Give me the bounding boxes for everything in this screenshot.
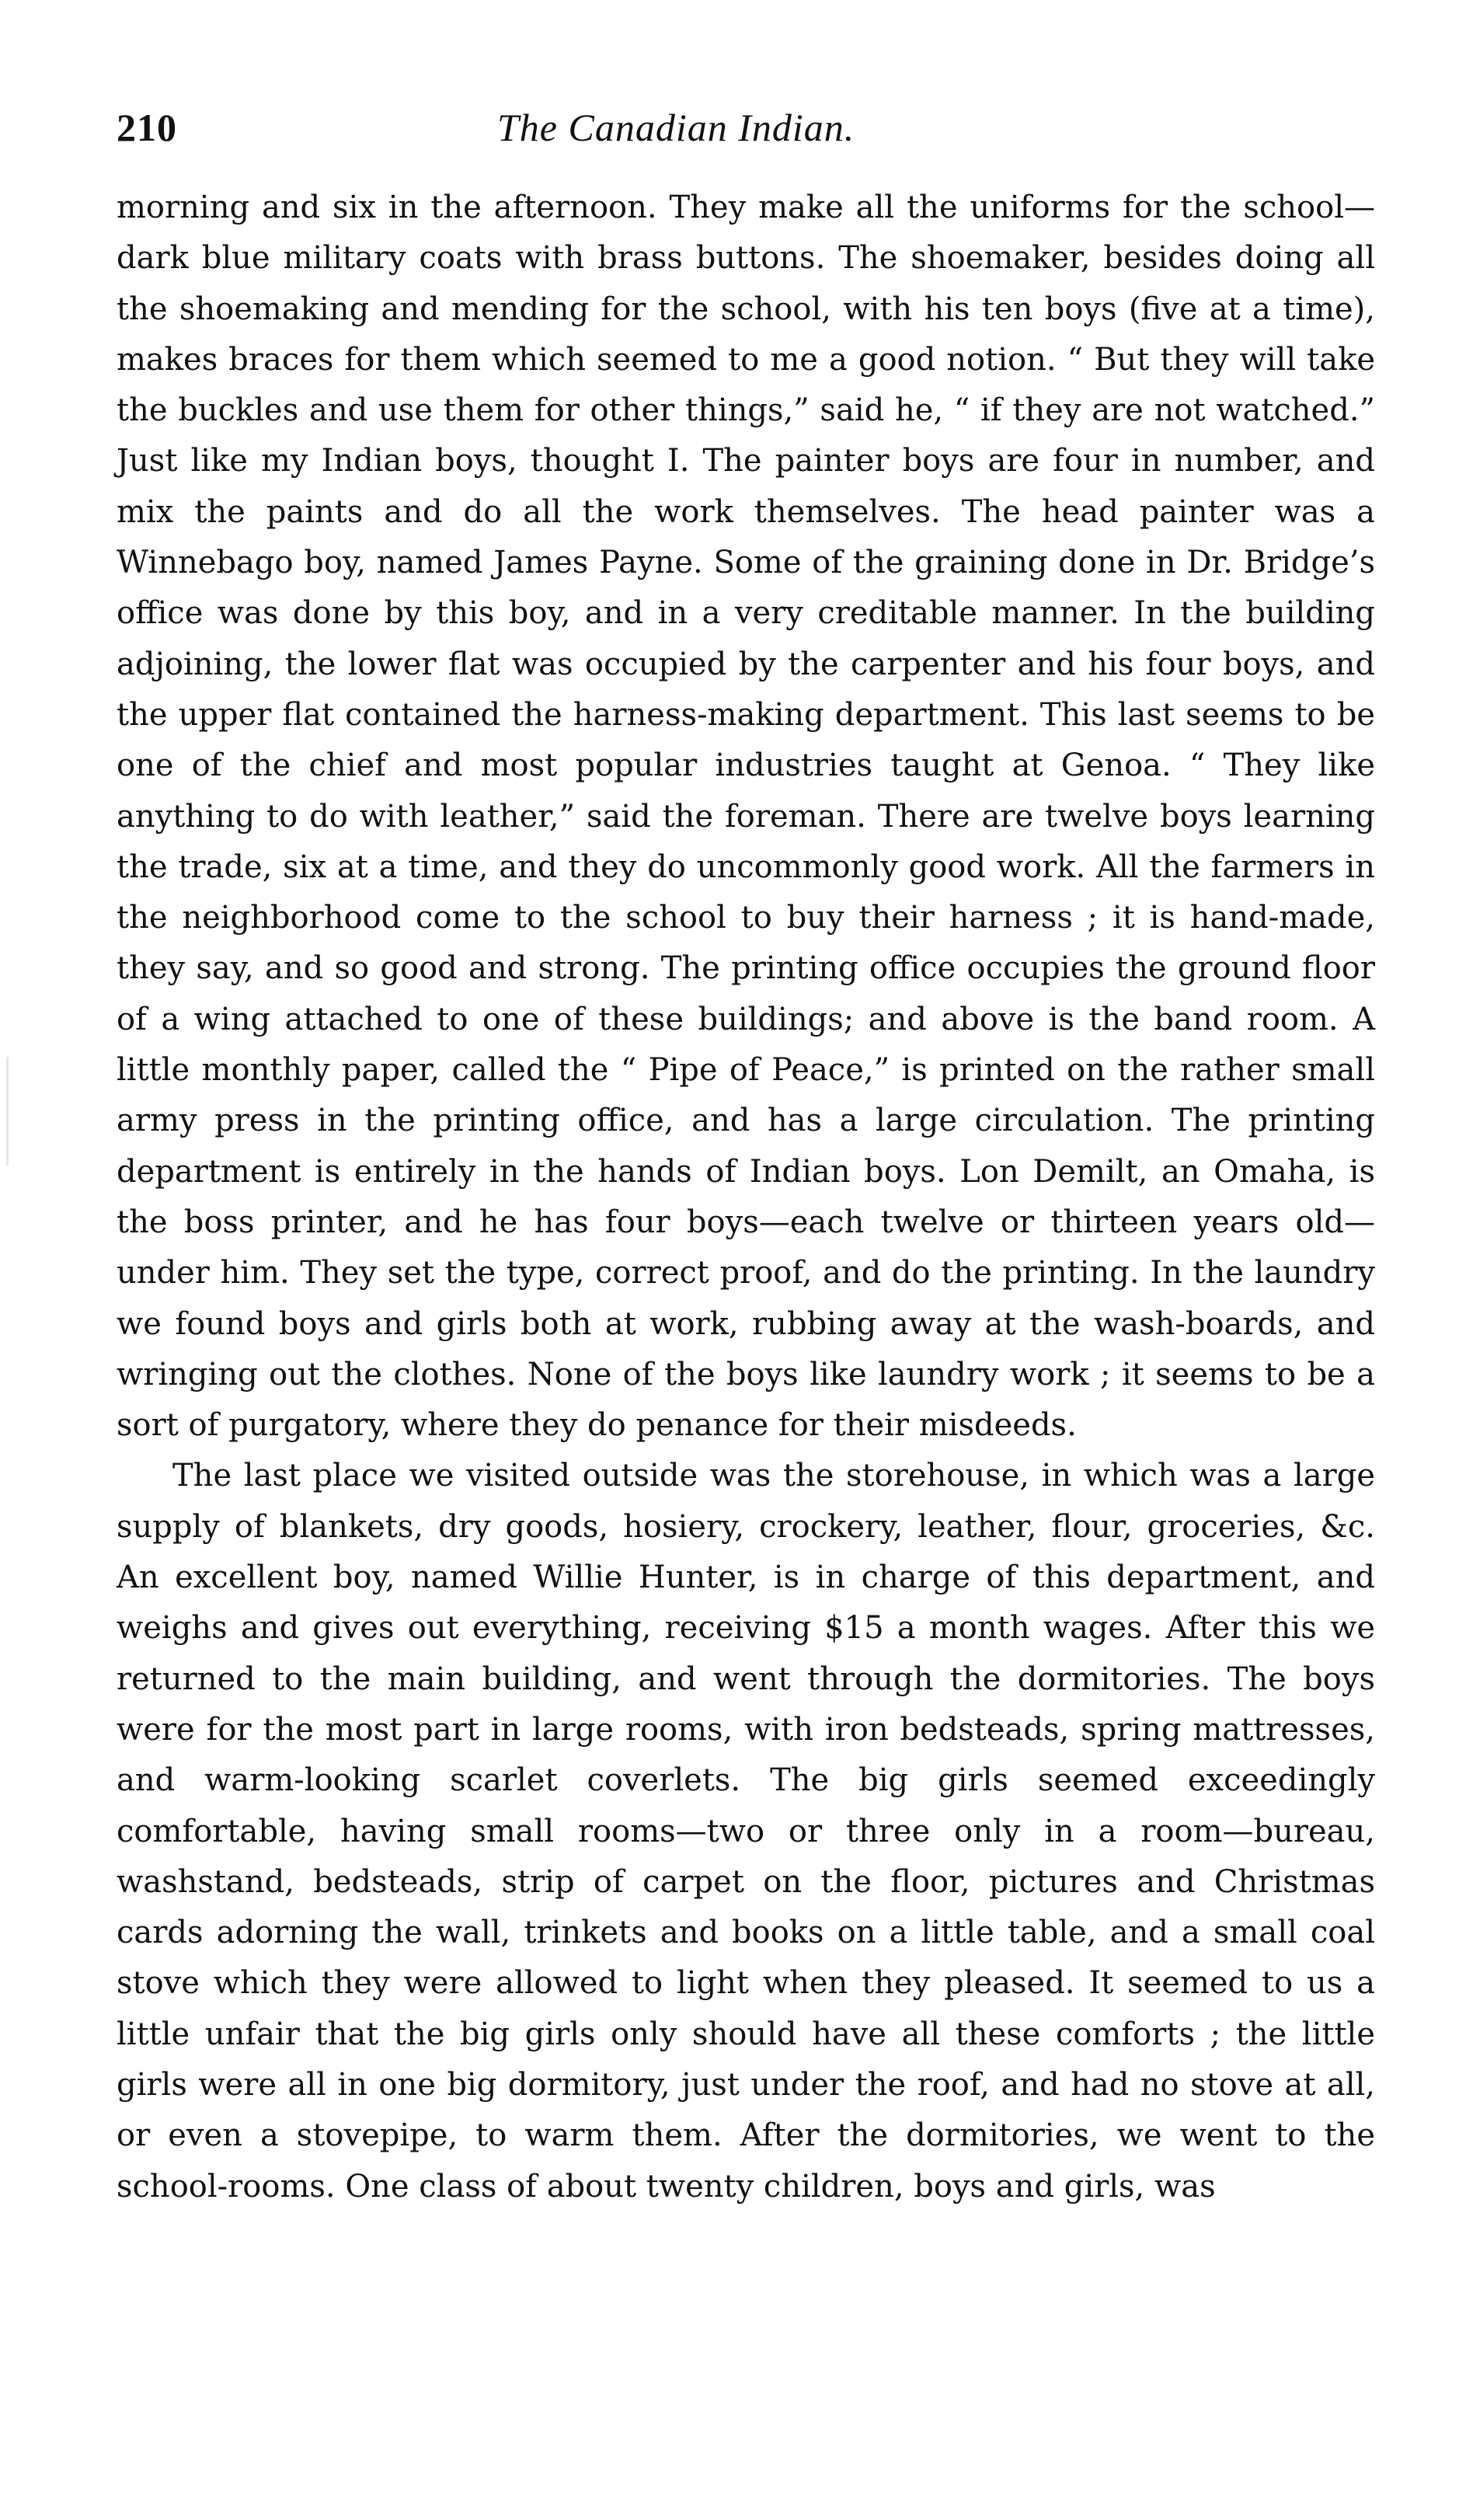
paragraph-continued: morning and six in the afternoon. They make all the uniforms for the school—dark blue military coats with brass buttons. The shoemaker, besides doing all the shoemaking and mending for the school, with his ten boys (five at a time), makes braces for them which seemed to me a good notion. “ But they will take the buckles and use them for other things,” said he, “ if they are not watched.” Just like my Indian boys, thought I. The painter boys are four in number, and mix the paints and do all the work themselves. The head painter was a Winnebago boy, named James Payne. Some of the graining done in Dr. Bridge’s office was done by this boy, and in a very creditable manner. In the building adjoining, the lower flat was occupied by the carpenter and his four boys, and the upper flat contained the harness-making department. This last seems to be one of the chief and most popular industries taught at Genoa. “ They like anything to do with leather,” said the foreman. There are twelve boys learning the trade, six at a time, and they do uncommonly good work. All the farmers in the neighborhood come to the school to buy their harness ; it is hand-made, they say, and so good and strong. The printing office occupies the ground floor of a wing attached to one of these buildings; and above is the band room. A little monthly paper, called the “ Pipe of Peace,” is printed on the rather small army press in the printing office, and has a large circulation. The printing department is entirely in the hands of Indian boys. Lon Demilt, an Omaha, is the boss printer, and he has four boys—each twelve or thirteen years old—under him. They set the type, correct proof, and do the printing. In the laundry we found boys and girls both at work, rubbing away at the wash-boards, and wringing out the clothes. None of the boys like laundry work ; it seems to be a sort of purgatory, where they do penance for their misdeeds. [117, 190, 1375, 1444]
body-text [117, 183, 1375, 2212]
running-title: The Canadian Indian. [497, 106, 855, 149]
page-number: 210 [117, 106, 177, 149]
scan-margin-mark [6, 1057, 9, 1166]
paragraph-storehouse: The last place we visited outside was the storehouse, in which was a large supply of blankets, dry goods, hosiery, crockery, leather, flour, groceries, &c. An excellent boy, named Willie Hunter, is in charge of this department, and weighs and gives out everything, receiving $15 a month wages. After this we returned to the main building, and went through the dormitories. The boys were for the most part in large rooms, with iron bedsteads, spring mattresses, and warm-looking scarlet coverlets. The big girls seemed exceedingly comfortable, having small rooms—two or three only in a room—bureau, washstand, bedsteads, strip of carpet on the floor, pictures and Christmas cards adorning the wall, trinkets and books on a little table, and a small coal stove which they were allowed to light when they pleased. It seemed to us a little unfair that the big girls only should have all these comforts ; the little girls were all in one big dormitory, just under the roof, and had no stove at all, or even a stovepipe, to warm them. After the dormitories, we went to the school-rooms. One class of about twenty children, boys and girls, was [117, 1458, 1375, 2205]
running-head [117, 105, 1375, 167]
book-page [117, 105, 1375, 2483]
